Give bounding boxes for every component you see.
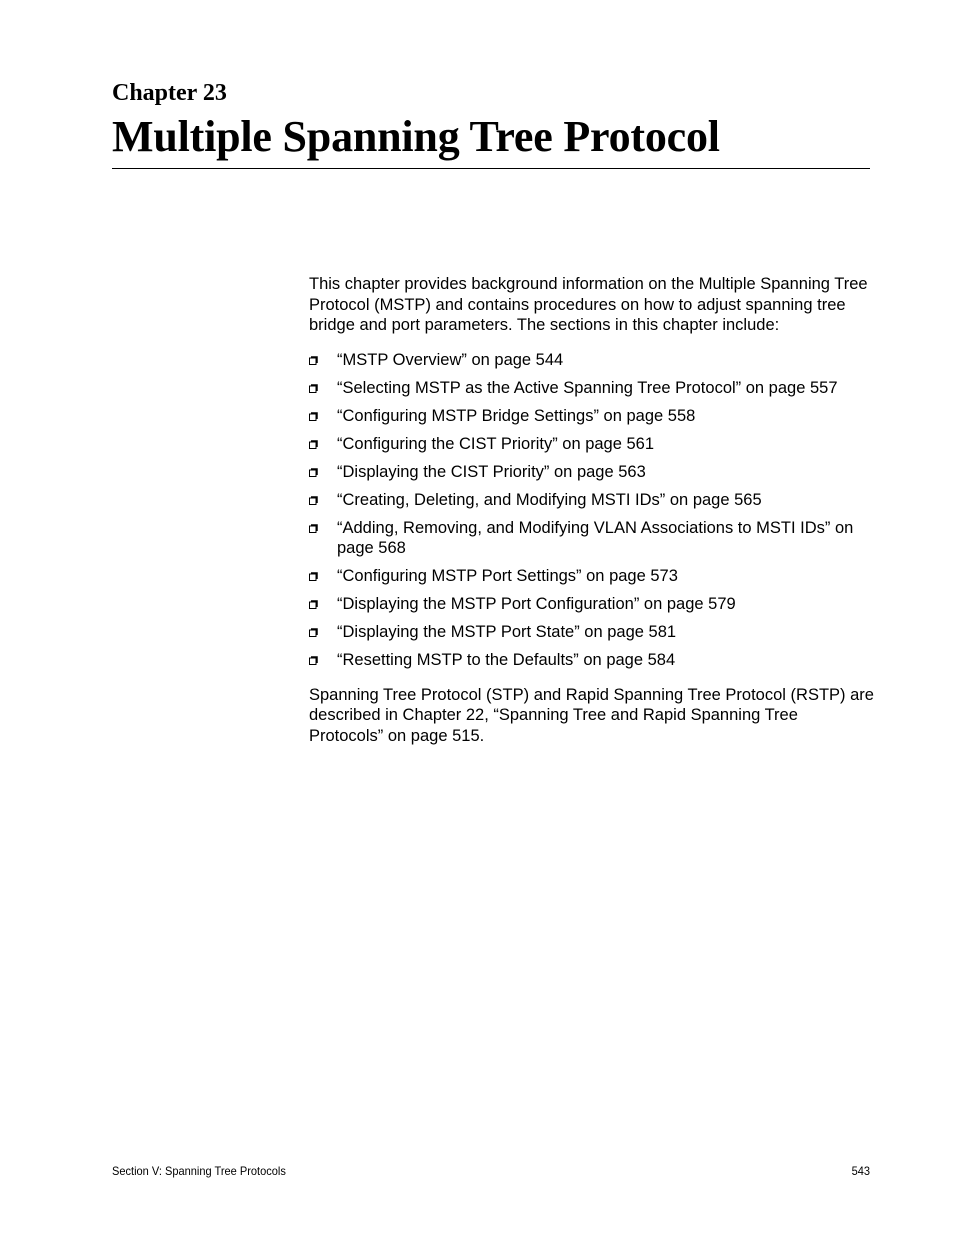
- list-item[interactable]: [309, 462, 874, 483]
- list-item-label: “Displaying the MSTP Port State” on page 581: [337, 623, 677, 641]
- list-item[interactable]: [309, 406, 874, 427]
- section-list: [309, 350, 874, 671]
- list-item-label: “Selecting MSTP as the Active Spanning Tree Protocol” on page 557: [337, 378, 838, 397]
- list-item[interactable]: [309, 518, 874, 559]
- box-bullet-icon: [309, 524, 318, 533]
- list-item-label: “MSTP Overview” on page 544: [337, 350, 564, 369]
- list-item[interactable]: [309, 350, 874, 371]
- box-bullet-icon: [309, 628, 318, 637]
- footer-section-title: Section V: Spanning Tree Protocols: [112, 1164, 286, 1178]
- list-item[interactable]: [309, 490, 874, 511]
- list-item[interactable]: [309, 650, 874, 671]
- box-bullet-icon: [309, 600, 318, 609]
- list-item[interactable]: [309, 594, 874, 615]
- box-bullet-icon: [309, 496, 318, 505]
- outro-paragraph: Spanning Tree Protocol (STP) and Rapid Spanning Tree Protocol (RSTP) are described in Chapter 22, “Spanning Tree and Rapid Spanning Tree Protocols” on page 515.: [309, 685, 874, 745]
- list-item[interactable]: [309, 622, 874, 643]
- box-bullet-icon: [309, 572, 318, 581]
- chapter-title: Multiple Spanning Tree Protocol: [112, 112, 720, 161]
- box-bullet-icon: [309, 384, 318, 393]
- box-bullet-icon: [309, 440, 318, 449]
- box-bullet-icon: [309, 356, 318, 365]
- list-item-label: “Configuring the CIST Priority” on page 561: [337, 434, 655, 453]
- chapter-intro-section: [309, 274, 874, 746]
- list-item[interactable]: [309, 566, 874, 587]
- box-bullet-icon: [309, 412, 318, 421]
- intro-paragraph: This chapter provides background information on the Multiple Spanning Tree Protocol (MSTP) and contains procedures on how to adjust spanning tree bridge and port parameters. The sections in this chapter include:: [309, 275, 868, 334]
- list-item-label: “Displaying the CIST Priority” on page 563: [337, 462, 646, 481]
- list-item[interactable]: [309, 434, 874, 455]
- list-item-label: “Configuring MSTP Port Settings” on page 573: [337, 567, 678, 585]
- list-item[interactable]: [309, 378, 874, 399]
- chapter-label: Chapter 23: [112, 80, 227, 106]
- list-item-label: “Adding, Removing, and Modifying VLAN Associations to MSTI IDs” on page 568: [337, 518, 854, 557]
- title-rule: [112, 168, 870, 169]
- list-item-label: “Resetting MSTP to the Defaults” on page 584: [337, 651, 676, 669]
- box-bullet-icon: [309, 656, 318, 665]
- list-item-label: “Displaying the MSTP Port Configuration” on page 579: [337, 595, 736, 613]
- footer-page-number: 543: [851, 1164, 870, 1178]
- list-item-label: “Configuring MSTP Bridge Settings” on page 558: [337, 406, 696, 425]
- box-bullet-icon: [309, 468, 318, 477]
- list-item-label: “Creating, Deleting, and Modifying MSTI IDs” on page 565: [337, 490, 762, 509]
